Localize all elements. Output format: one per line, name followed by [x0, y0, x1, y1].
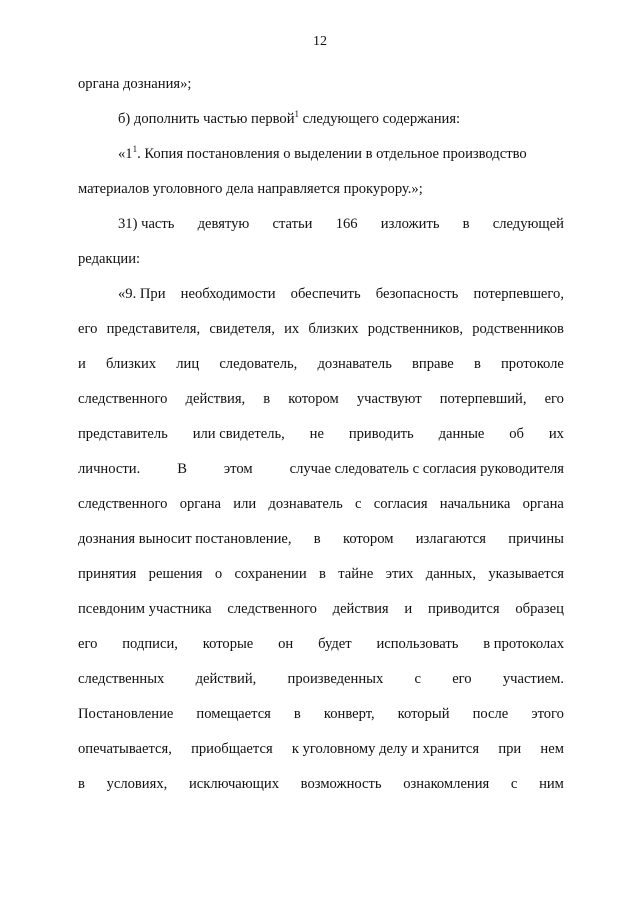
text-word: принятия	[78, 566, 137, 582]
text-word: в	[318, 566, 326, 582]
text-word: обеспечить	[290, 286, 361, 302]
text-word: сохранении	[234, 566, 307, 582]
text-word: органа	[522, 496, 564, 512]
text-word: их	[548, 426, 564, 442]
text-line	[78, 109, 564, 144]
text-word: он	[278, 636, 294, 652]
text-word: изложить	[380, 216, 440, 232]
text-word: следственного	[227, 601, 317, 617]
text-word: дознания выносит постановление,	[78, 531, 292, 547]
text-word: 31) часть	[118, 216, 175, 232]
text-line	[78, 459, 564, 494]
text-word: приводить	[348, 426, 414, 442]
text-word: образец	[515, 601, 564, 617]
text-word: безопасность	[375, 286, 459, 302]
text-word: случае следователь с согласия руководителя	[289, 461, 564, 477]
text-line	[78, 494, 564, 529]
text-word: действия,	[185, 391, 246, 407]
text-line	[78, 564, 564, 599]
text-word: участием.	[502, 671, 564, 687]
text-word: тайне	[338, 566, 374, 582]
text-word: органа	[179, 496, 222, 512]
text-word: личности.	[78, 461, 141, 477]
text-word: в	[293, 706, 301, 722]
text-line	[78, 669, 564, 704]
text-line	[78, 774, 564, 809]
document-body	[78, 74, 564, 809]
text-word: с	[510, 776, 518, 792]
text-word: потерпевший,	[439, 391, 527, 407]
text-word: девятую	[197, 216, 250, 232]
text-word: Постановление	[78, 706, 174, 722]
text-word: этого	[531, 706, 564, 722]
text-word: его	[544, 391, 564, 407]
text-word: подписи,	[122, 636, 178, 652]
text-word: статьи	[272, 216, 313, 232]
text-word: произведенных	[287, 671, 384, 687]
text-word: возможность	[300, 776, 382, 792]
text-word: опечатывается,	[78, 741, 172, 757]
text-line	[78, 424, 564, 459]
text-word: излагаются	[415, 531, 486, 547]
text-word: приобщается	[191, 741, 273, 757]
text-word: их	[284, 321, 300, 337]
text-word: В	[177, 461, 187, 477]
text-word: исключающих	[188, 776, 280, 792]
text-word: которые	[202, 636, 254, 652]
text-word: протоколе	[501, 356, 564, 372]
text-line	[78, 144, 564, 179]
text-word: 166	[335, 216, 358, 232]
text-word: псевдоним участника	[78, 601, 212, 617]
text-fragment: редакции:	[78, 251, 141, 267]
text-word: в	[263, 391, 271, 407]
text-word: следующей	[492, 216, 564, 232]
text-word: ознакомления	[403, 776, 490, 792]
text-word: в	[78, 776, 85, 792]
text-word: с	[414, 671, 421, 687]
text-word: после	[472, 706, 509, 722]
text-word: следственных	[78, 671, 165, 687]
text-line	[78, 529, 564, 564]
text-fragment: следующего содержания:	[299, 111, 461, 127]
text-word: начальника	[439, 496, 511, 512]
text-word: этом	[223, 461, 253, 477]
text-word: его	[78, 636, 98, 652]
text-fragment: . Копия постановления о выделении в отдельное производство	[137, 146, 527, 162]
text-word: лиц	[176, 356, 200, 372]
text-word: согласия	[373, 496, 428, 512]
text-word: дознаватель	[268, 496, 343, 512]
text-word: необходимости	[180, 286, 276, 302]
text-word: в	[473, 356, 481, 372]
text-line	[78, 599, 564, 634]
text-word: с	[355, 496, 362, 512]
text-word: котором	[288, 391, 339, 407]
text-word: помещается	[196, 706, 271, 722]
text-word: родственников,	[367, 321, 464, 337]
text-word: не	[309, 426, 324, 442]
text-word: причины	[508, 531, 564, 547]
text-word: родственников	[472, 321, 564, 337]
superscript: 1	[132, 144, 138, 154]
text-word: решения	[148, 566, 203, 582]
text-word: ним	[539, 776, 564, 792]
text-word: представителя,	[106, 321, 201, 337]
text-line	[78, 249, 564, 284]
text-word: следственного	[78, 391, 168, 407]
text-word: данных,	[425, 566, 477, 582]
text-fragment: «1	[118, 146, 133, 162]
text-line	[78, 179, 564, 214]
text-word: и	[78, 356, 86, 372]
text-word: о	[214, 566, 223, 582]
text-word: при	[498, 741, 522, 757]
text-word: будет	[318, 636, 352, 652]
text-word: свидетеля,	[209, 321, 275, 337]
text-word: использовать	[376, 636, 459, 652]
text-word: представитель	[78, 426, 168, 442]
text-word: котором	[342, 531, 394, 547]
text-word: следователь,	[219, 356, 298, 372]
text-word: «9. При	[118, 286, 166, 302]
text-word: близких	[105, 356, 157, 372]
text-line	[78, 704, 564, 739]
text-word: который	[397, 706, 450, 722]
text-line	[78, 284, 564, 319]
text-line	[78, 319, 564, 354]
text-word: близких	[308, 321, 359, 337]
text-line	[78, 214, 564, 249]
text-word: и	[404, 601, 413, 617]
text-line	[78, 389, 564, 424]
text-word: об	[509, 426, 524, 442]
text-fragment: б) дополнить частью первой	[118, 111, 295, 127]
text-line	[78, 74, 564, 109]
text-word: в протоколах	[483, 636, 564, 652]
text-word: нем	[540, 741, 564, 757]
text-word: к уголовному делу и хранится	[291, 741, 480, 757]
text-word: его	[78, 321, 98, 337]
text-word: указывается	[488, 566, 564, 582]
text-word: его	[452, 671, 472, 687]
text-word: вправе	[412, 356, 454, 372]
text-line	[78, 354, 564, 389]
text-word: приводится	[428, 601, 500, 617]
text-word: участвуют	[356, 391, 422, 407]
text-word: или свидетель,	[192, 426, 285, 442]
text-fragment: материалов уголовного дела направляется прокурору.»;	[78, 181, 423, 197]
text-word: действия	[332, 601, 389, 617]
text-word: следственного	[78, 496, 168, 512]
text-word: действий,	[195, 671, 257, 687]
text-word: данные	[438, 426, 485, 442]
text-word: дознаватель	[317, 356, 392, 372]
text-word: этих	[385, 566, 414, 582]
text-line	[78, 739, 564, 774]
text-word: условиях,	[106, 776, 168, 792]
page-number: 12	[313, 34, 327, 49]
text-word: потерпевшего,	[473, 286, 564, 302]
text-word: конверт,	[323, 706, 375, 722]
text-word: или	[233, 496, 257, 512]
text-word: в	[313, 531, 321, 547]
text-word: в	[462, 216, 470, 232]
text-fragment: органа дознания»;	[78, 76, 192, 92]
text-line	[78, 634, 564, 669]
superscript: 1	[294, 109, 300, 119]
